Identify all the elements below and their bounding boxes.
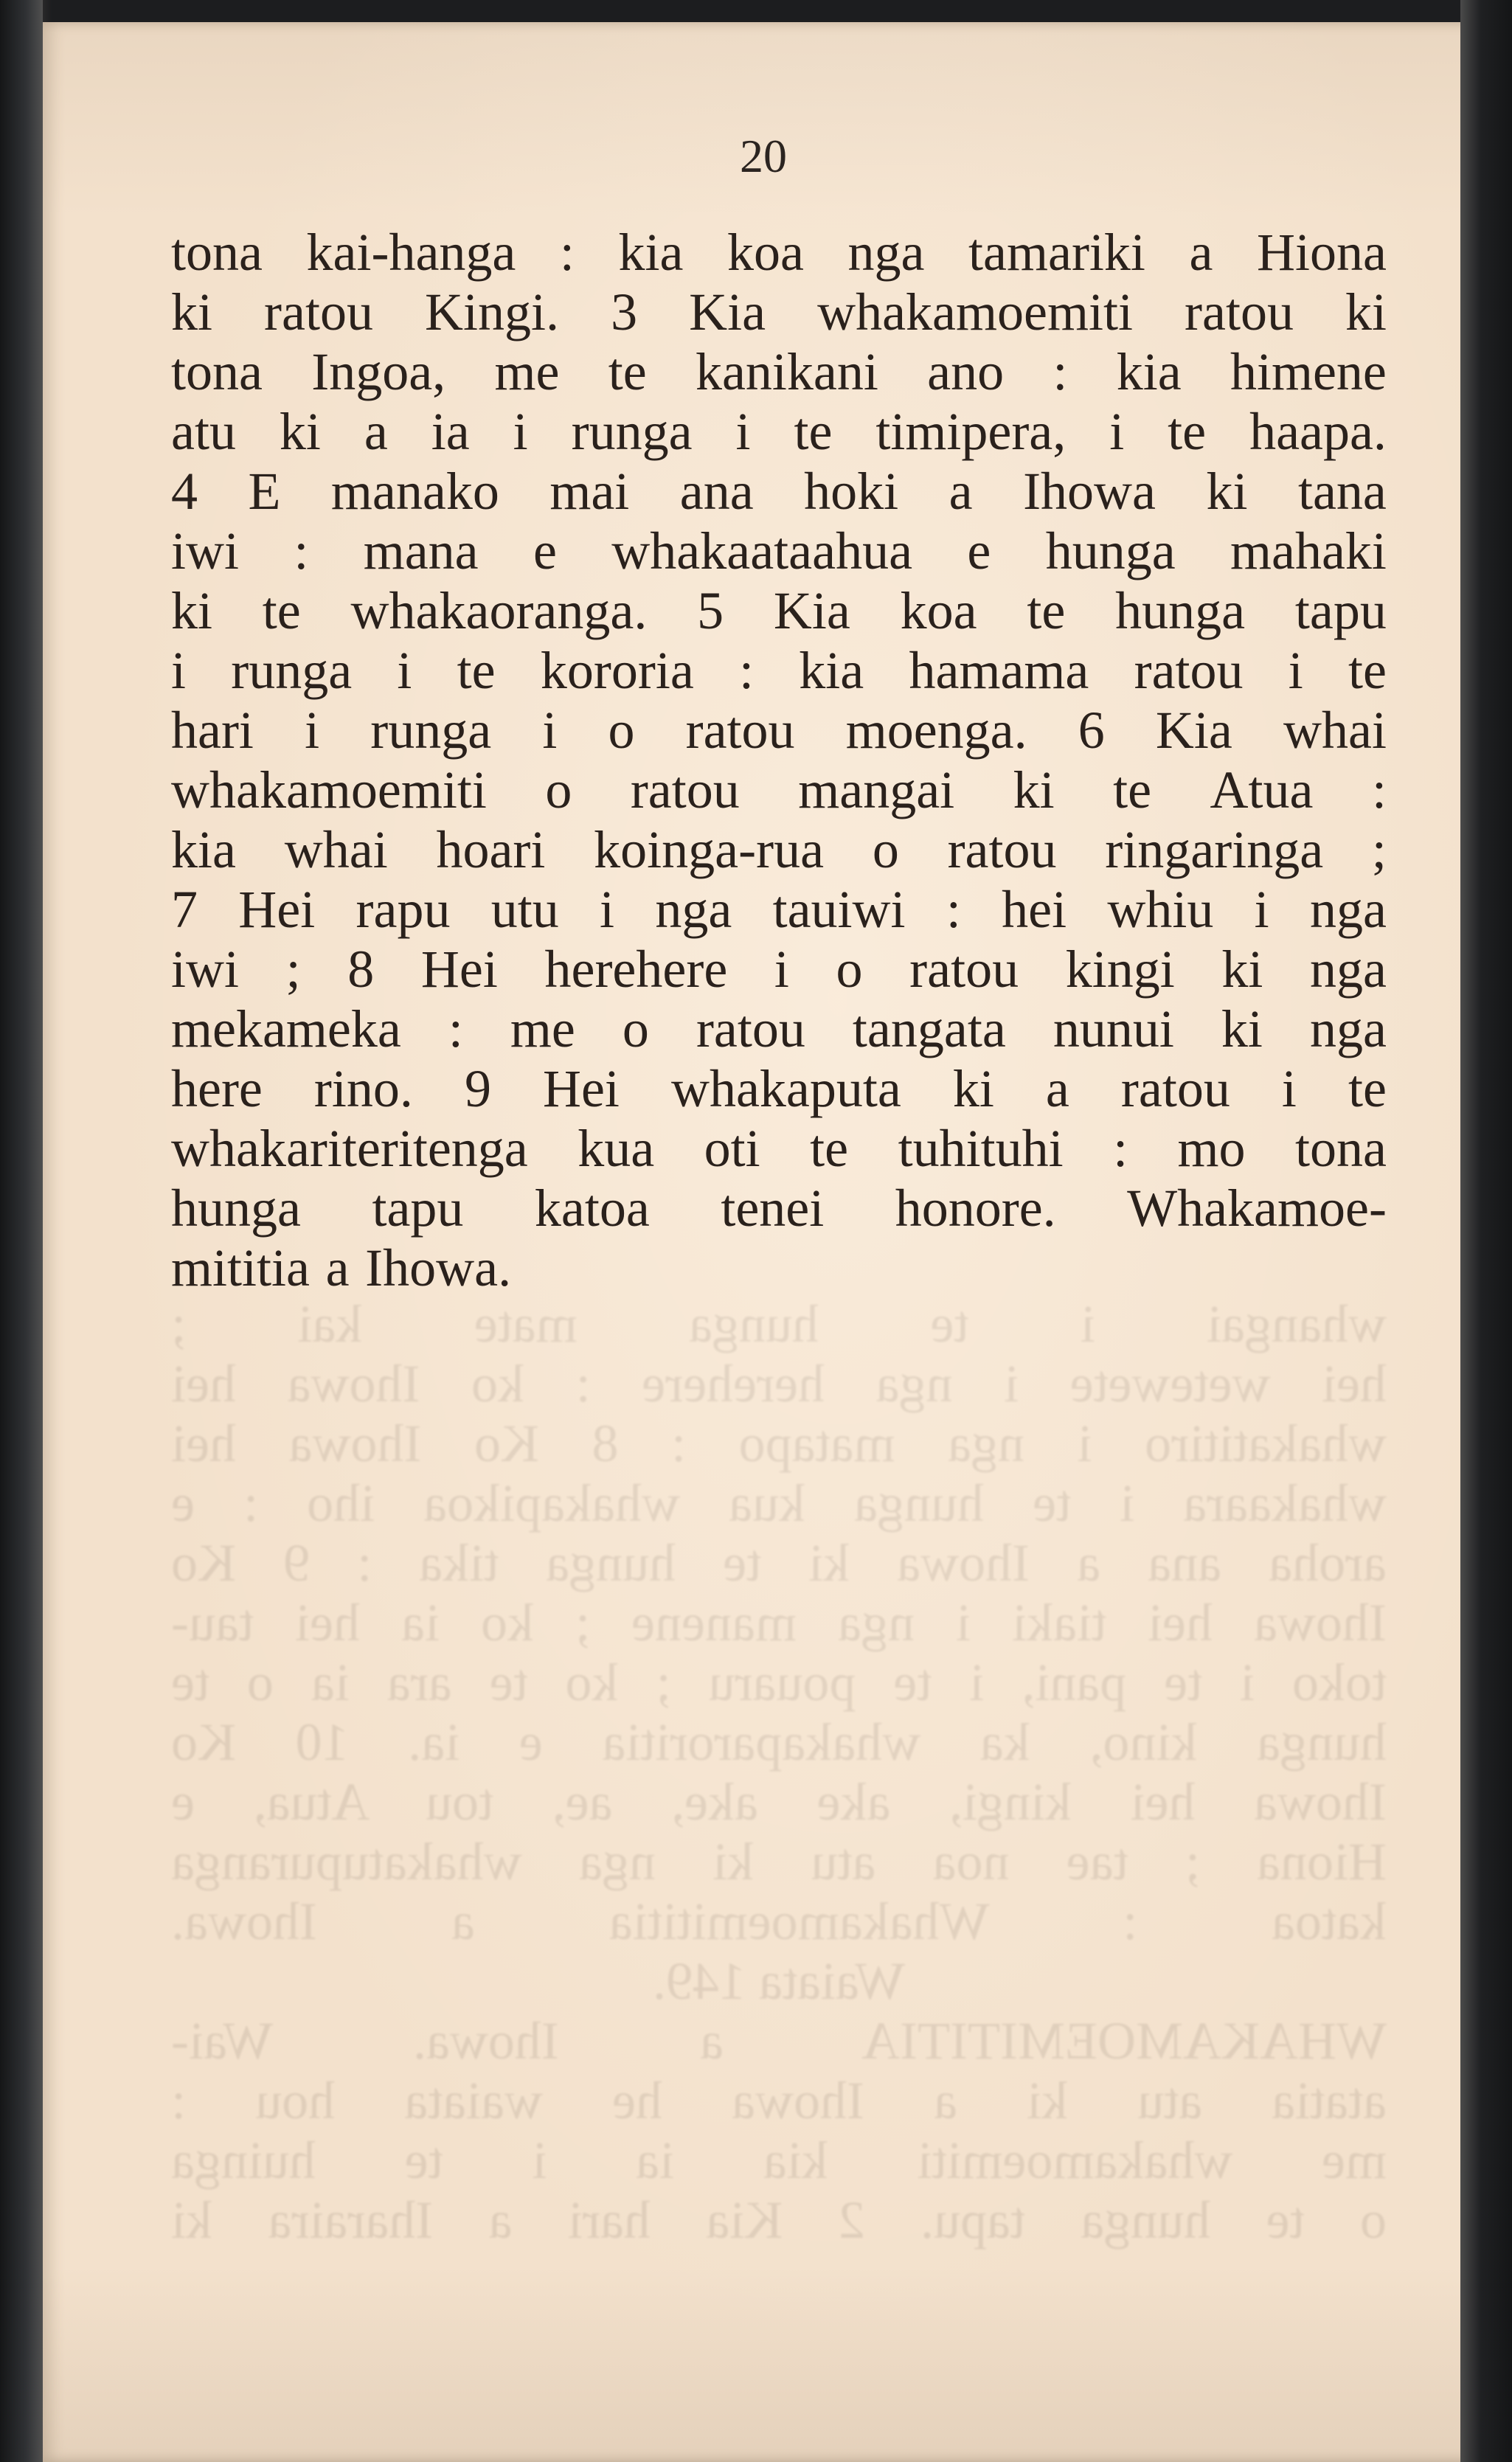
word: te: [794, 402, 833, 461]
word: iwi: [171, 940, 240, 999]
word: mititia: [171, 1238, 310, 1297]
word: honore.: [895, 1179, 1056, 1238]
word: 4: [171, 462, 198, 521]
word: timipera,: [875, 402, 1067, 461]
text-line: [171, 760, 1387, 820]
word: ratou: [630, 760, 740, 819]
word: Kingi.: [425, 282, 560, 341]
word: i: [774, 940, 789, 999]
word: here: [171, 1059, 263, 1118]
word: Hei: [420, 940, 498, 999]
word: tana: [1297, 462, 1387, 521]
word: a: [325, 1238, 350, 1297]
word: ki: [1206, 462, 1248, 521]
show-through-line: whakatitiro i nga matapo : 8 Ko Ihowa hei: [171, 1414, 1387, 1473]
word: te: [1348, 1059, 1387, 1118]
word: runga: [231, 641, 353, 700]
text-line: [171, 1119, 1387, 1179]
word: te: [1027, 581, 1066, 640]
word: mo: [1177, 1119, 1246, 1178]
show-through-line: hunga kino, ka whakaparoritia e ia. 10 Ko: [171, 1713, 1387, 1772]
word: whakariteritenga: [171, 1119, 528, 1178]
body-text: [171, 223, 1387, 1298]
word: kingi: [1065, 940, 1175, 999]
word: a: [1045, 1059, 1069, 1118]
show-through-line: aroha ana a Ihowa ki te hunga tika : 9 Ko: [171, 1533, 1387, 1592]
word: tenei: [721, 1179, 825, 1238]
word: manako: [330, 462, 499, 521]
word: i: [397, 641, 412, 700]
word: Kia: [689, 282, 766, 341]
word: tauiwi: [772, 880, 906, 939]
word: ratou: [909, 940, 1019, 999]
word: nga: [1309, 999, 1387, 1058]
text-line: [171, 1179, 1387, 1238]
word: 3: [611, 282, 638, 341]
word: Hiona: [1257, 223, 1387, 282]
word: hunga: [171, 1179, 301, 1238]
word: te: [457, 641, 496, 700]
word: :: [294, 521, 309, 580]
word: hunga: [1115, 581, 1246, 640]
show-through-line: me whakamoemiti kia ia i te huinga: [171, 2131, 1387, 2190]
word: a: [364, 402, 388, 461]
show-through-line: atatia atu ki a Ihowa he waiata hou :: [171, 2071, 1387, 2130]
word: haapa.: [1249, 402, 1387, 461]
word: :: [1052, 342, 1068, 401]
word: kia: [1116, 342, 1182, 401]
show-through-line: Ihowa hei kingi, ake ake, ae, tou Atua, e: [171, 1772, 1387, 1831]
word: ki: [171, 282, 213, 341]
text-line: [171, 880, 1387, 940]
word: ringaringa: [1105, 820, 1324, 879]
text-line: [171, 581, 1387, 641]
word: tona: [1295, 1119, 1387, 1178]
word: :: [1113, 1119, 1128, 1178]
word: nga: [655, 880, 732, 939]
word: koinga-rua: [594, 820, 825, 879]
text-line: [171, 1059, 1387, 1119]
word: i: [1281, 1059, 1297, 1118]
word: hoari: [436, 820, 546, 879]
word: tangata: [852, 999, 1006, 1058]
word: 8: [347, 940, 375, 999]
word: nga: [847, 223, 925, 282]
word: whiu: [1107, 880, 1214, 939]
word: nga: [1310, 940, 1387, 999]
word: i: [305, 701, 320, 760]
word: runga: [370, 701, 492, 760]
word: i: [735, 402, 751, 461]
show-through-line: o te hunga tapu. 2 Kia hari a Iharaira ki: [171, 2191, 1387, 2250]
text-line: [171, 820, 1387, 880]
word: ana: [679, 462, 754, 521]
word: hoki: [804, 462, 899, 521]
word: o: [872, 820, 899, 879]
word: o: [836, 940, 863, 999]
word: ki: [1221, 940, 1263, 999]
word: kia: [171, 820, 236, 879]
word: :: [1371, 760, 1387, 819]
word: whakaataahua: [611, 521, 913, 580]
word: hunga: [1045, 521, 1176, 580]
show-through-line: Hiona ; tae noa atu ki nga whakatupuranga: [171, 1832, 1387, 1891]
word: i: [542, 701, 558, 760]
show-through-line: katoa : Whakamoemititia a Ihowa.: [171, 1892, 1387, 1951]
word: mahaki: [1230, 521, 1387, 580]
word: i: [1288, 641, 1303, 700]
show-through-line: WHAKAMOEMITITIA a Ihowa. Wai-: [171, 2011, 1387, 2070]
word: :: [946, 880, 961, 939]
word: oti: [704, 1119, 760, 1178]
text-line: [171, 1238, 1387, 1298]
show-through-line: whakaara i te hunga kua whakapikoa iho : e: [171, 1474, 1387, 1533]
text-line: [171, 940, 1387, 999]
word: o: [608, 701, 635, 760]
word: mangai: [798, 760, 955, 819]
word: o: [622, 999, 649, 1058]
word: i: [513, 402, 528, 461]
word: te: [1113, 760, 1152, 819]
word: ki: [1345, 282, 1387, 341]
show-through-line: whangai i te hunga mate kai ;: [171, 1294, 1387, 1353]
word: iwi: [171, 521, 240, 580]
word: :: [559, 223, 575, 282]
word: mekameka: [171, 999, 401, 1058]
word: utu: [490, 880, 559, 939]
text-line: [171, 462, 1387, 521]
text-line: [171, 282, 1387, 342]
word: kia: [799, 641, 864, 700]
word: ia: [431, 402, 470, 461]
word: ratou: [1120, 1059, 1230, 1118]
word: te: [1168, 402, 1207, 461]
word: 5: [697, 581, 724, 640]
word: te: [810, 1119, 849, 1178]
book-binding-right: [1460, 0, 1512, 2462]
word: Whakamoe-: [1127, 1179, 1387, 1238]
word: runga: [571, 402, 693, 461]
word: tapu: [1294, 581, 1387, 640]
text-line: [171, 521, 1387, 581]
word: te: [608, 342, 647, 401]
word: Ihowa: [1023, 462, 1156, 521]
word: o: [545, 760, 572, 819]
word: kua: [578, 1119, 655, 1178]
word: tona: [171, 223, 263, 282]
word: ano: [927, 342, 1005, 401]
word: atu: [171, 402, 236, 461]
word: ki: [1221, 999, 1263, 1058]
word: kai-hanga: [306, 223, 516, 282]
word: e: [967, 521, 991, 580]
word: i: [600, 880, 615, 939]
word: hamama: [909, 641, 1089, 700]
word: 7: [171, 880, 198, 939]
show-through-line: hei wetewete i nga herehere : ko Ihowa hei: [171, 1354, 1387, 1413]
page-number: 20: [740, 130, 787, 182]
word: kanikani: [695, 342, 878, 401]
word: moenga.: [845, 701, 1027, 760]
word: rapu: [356, 880, 451, 939]
text-line: [171, 223, 1387, 282]
word: ;: [285, 940, 301, 999]
word: ki: [279, 402, 321, 461]
text-line: [171, 402, 1387, 462]
word: tapu: [372, 1179, 464, 1238]
word: 6: [1078, 701, 1105, 760]
word: me: [510, 999, 575, 1058]
word: katoa: [534, 1179, 650, 1238]
word: te: [262, 581, 301, 640]
word: kororia: [540, 641, 694, 700]
text-line: [171, 641, 1387, 701]
word: hei: [1002, 880, 1067, 939]
word: herehere: [544, 940, 728, 999]
word: Kia: [773, 581, 850, 640]
word: whai: [1283, 701, 1387, 760]
word: mana: [363, 521, 479, 580]
word: Hei: [238, 880, 316, 939]
word: a: [1189, 223, 1213, 282]
word: i: [1254, 880, 1269, 939]
word: te: [1348, 641, 1387, 700]
word: hari: [171, 701, 254, 760]
text-line: [171, 342, 1387, 402]
word: a: [949, 462, 973, 521]
word: 9: [464, 1059, 491, 1118]
word: i: [1109, 402, 1125, 461]
word: tona: [171, 342, 263, 401]
word: Kia: [1155, 701, 1232, 760]
word: e: [533, 521, 557, 580]
word: whai: [284, 820, 388, 879]
word: rino.: [313, 1059, 413, 1118]
word: tamariki: [968, 223, 1145, 282]
word: :: [739, 641, 755, 700]
word: Atua: [1210, 760, 1314, 819]
word: me: [494, 342, 560, 401]
word: ;: [1371, 820, 1387, 879]
word: koa: [727, 223, 804, 282]
word: Ingoa,: [311, 342, 446, 401]
word: E: [248, 462, 281, 521]
word: ki: [171, 581, 213, 640]
word: ratou: [1134, 641, 1244, 700]
word: whakaoranga.: [350, 581, 648, 640]
text-line: [171, 701, 1387, 760]
show-through-line: Waiata 149.: [652, 1952, 906, 2011]
word: Ihowa.: [365, 1238, 512, 1297]
word: whakamoemiti: [171, 760, 487, 819]
word: ratou: [685, 701, 795, 760]
text-line: [171, 999, 1387, 1059]
word: Hei: [542, 1059, 620, 1118]
word: ratou: [264, 282, 373, 341]
word: koa: [900, 581, 977, 640]
word: ki: [952, 1059, 994, 1118]
word: mai: [549, 462, 630, 521]
word: tuhituhi: [898, 1119, 1064, 1178]
word: :: [448, 999, 463, 1058]
word: ratou: [696, 999, 805, 1058]
word: whakamoemiti: [817, 282, 1133, 341]
book-binding-left: [0, 0, 43, 2462]
word: himene: [1230, 342, 1387, 401]
word: ki: [1013, 760, 1055, 819]
word: nga: [1309, 880, 1387, 939]
word: ratou: [947, 820, 1057, 879]
word: whakaputa: [670, 1059, 901, 1118]
show-through-line: Ihowa hei tiaki i nga manene ; ko ia hei tau-: [171, 1593, 1387, 1652]
show-through-text: [171, 1294, 1387, 2250]
word: i: [171, 641, 187, 700]
word: ratou: [1185, 282, 1294, 341]
word: kia: [618, 223, 684, 282]
word: nunui: [1052, 999, 1174, 1058]
show-through-line: toko i te pani, i te pouaru ; ko te ara ia o te: [171, 1653, 1387, 1712]
